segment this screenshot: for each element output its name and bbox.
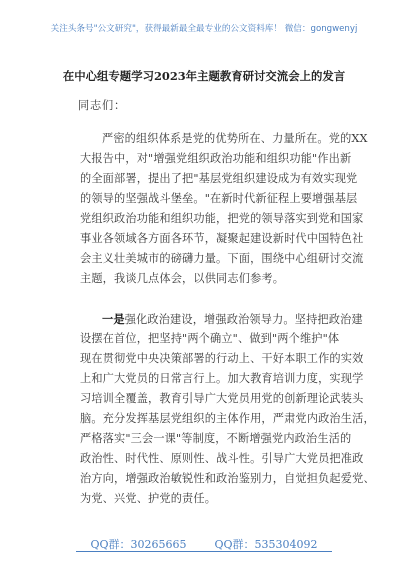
paragraph-line: 上和广大党员的日常言行上。加大教育培训力度，实现学	[80, 372, 364, 385]
paragraph-line: 设摆在首位，把坚持"两个确立"、做到"两个维护"体	[80, 332, 340, 345]
paragraph-line: 习培训全覆盖，教育引导广大党员用党的创新理论武装头	[80, 392, 364, 405]
paragraph-line: 党组织政治功能和组织功能，把党的领导落实到党和国家	[80, 212, 364, 225]
paragraph-line: 的领导的坚强战斗堡垒。"在新时代新征程上要增强基层	[80, 192, 358, 205]
header-note: 关注头条号"公文研究"，获得最新最全最专业的公文资料库！ 微信：gongwenyj	[50, 24, 358, 34]
paragraph-line: 治方向，增强政治敏锐性和政治鉴别力，自觉担负起爱党、	[80, 472, 375, 485]
paragraph-2	[80, 309, 375, 509]
paragraph-line: 会主义壮美城市的磅礴力量。下面，围绕中心组研讨交流	[80, 252, 364, 265]
paragraph-line: 的全面部署，提出了把"基层党组织建设成为有效实现党	[80, 172, 358, 185]
paragraph-line: 主题，我谈几点体会，以供同志们参考。	[80, 272, 285, 285]
qq-group-2: QQ群：535304092	[214, 538, 318, 551]
qq-group-1: QQ群：30265665	[90, 538, 187, 551]
salutation: 同志们：	[78, 99, 126, 112]
paragraph-line	[80, 309, 363, 329]
paragraph-line: 大报告中，对"增强党组织政治功能和组织功能"作出新	[80, 152, 352, 165]
paragraph-lead: 一是	[102, 312, 125, 326]
paragraph-line: 事业各领域各方面各环节，凝聚起建设新时代中国特色社	[80, 232, 364, 245]
footer-divider	[76, 551, 332, 552]
document-title: 在中心组专题学习2023年主题教育研讨交流会上的发言	[62, 69, 346, 83]
paragraph-line: 脑。充分发挥基层党组织的主体作用，严肃党内政治生活，	[80, 412, 375, 425]
paragraph-line: 政治性、时代性、原则性、战斗性。引导广大党员把准政	[80, 452, 364, 465]
paragraph-line: 现在贯彻党中央决策部署的行动上、干好本职工作的实效	[80, 352, 364, 365]
paragraph-line: 严密的组织体系是党的优势所在、力量所在。党的XX	[102, 132, 368, 145]
paragraph-line: 严格落实"三会一课"等制度，不断增强党内政治生活的	[80, 432, 352, 445]
paragraph-1	[80, 129, 368, 289]
footer-contact	[0, 536, 408, 552]
paragraph-line: 为党、兴党、护党的责任。	[80, 492, 217, 505]
paragraph-line-text: 强化政治建设，增强政治领导力。坚持把政治建	[124, 313, 363, 326]
